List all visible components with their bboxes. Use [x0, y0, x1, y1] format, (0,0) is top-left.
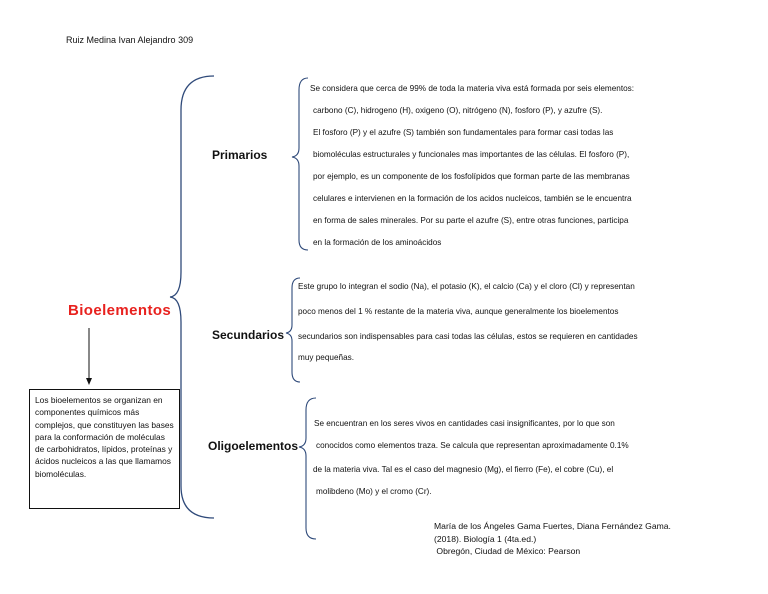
- primarios-line: celulares e intervienen en la formación de los acidos nucleicos, también se le encuentra: [313, 194, 632, 203]
- brace-primarios: [292, 78, 308, 250]
- reference-line-2: (2018). Biología 1 (4ta.ed.): [434, 533, 537, 544]
- secundarios-line: Este grupo lo integran el sodio (Na), el potasio (K), el calcio (Ca) y el cloro (Cl) y representan: [298, 282, 635, 291]
- secundarios-line: muy pequeñas.: [298, 353, 354, 362]
- reference-line-1: María de los Ángeles Gama Fuertes, Diana Fernández Gama.: [434, 521, 671, 531]
- oligoelementos-line: conocidos como elementos traza. Se calcula que representan aproximadamente 0.1%: [316, 441, 629, 450]
- primarios-line: carbono (C), hidrogeno (H), oxigeno (O), nitrógeno (N), fosforo (P), y azufre (S).: [313, 106, 603, 115]
- oligoelementos-line: Se encuentran en los seres vivos en cantidades casi insignificantes, por lo que son: [314, 419, 615, 428]
- brace-secundarios: [286, 278, 300, 382]
- primarios-line: biomoléculas estructurales y funcionales mas importantes de las células. El fosforo (P),: [313, 150, 630, 159]
- primarios-line: en forma de sales minerales. Por su parte el azufre (S), entre otras funciones, participa: [313, 216, 629, 225]
- definition-note-text: Los bioelementos se organizan en componentes químicos más complejos, que constituyen las bases para la conformación de moléculas de carbohidratos, lípidos, proteínas y ácidos nucleicos a las que llamamos biomoléculas.: [35, 395, 174, 479]
- primarios-line: en la formación de los aminoácidos: [313, 238, 442, 247]
- author-label: Ruiz Medina Ivan Alejandro 309: [66, 35, 194, 45]
- branch-primarios-label: Primarios: [212, 148, 268, 162]
- primarios-line: por ejemplo, es un componente de los fosfolípidos que forman parte de las membranas: [313, 172, 630, 181]
- primarios-line: El fosforo (P) y el azufre (S) también son fundamentales para formar casi todas las: [313, 128, 614, 137]
- branch-oligoelementos-label: Oligoelementos: [208, 439, 299, 453]
- primarios-line: Se considera que cerca de 99% de toda la materia viva está formada por seis elementos:: [310, 84, 635, 93]
- secundarios-line: secundarios son indispensables para casi todas las células, estos se requieren en cantidades: [298, 332, 638, 341]
- arrow-head: [86, 378, 92, 385]
- definition-note-box: [29, 389, 180, 509]
- reference-line-3: Obregón, Ciudad de México: Pearson: [434, 546, 581, 556]
- branch-secundarios-label: Secundarios: [212, 328, 285, 342]
- root-node-title: Bioelementos: [68, 302, 172, 319]
- secundarios-line: poco menos del 1 % restante de la materia viva, aunque generalmente los bioelementos: [298, 307, 619, 316]
- bibliographic-reference: [434, 520, 671, 558]
- oligoelementos-line: molibdeno (Mo) y el cromo (Cr).: [316, 487, 432, 496]
- oligoelementos-line: de la materia viva. Tal es el caso del magnesio (Mg), el fierro (Fe), el cobre (Cu), el: [313, 465, 614, 474]
